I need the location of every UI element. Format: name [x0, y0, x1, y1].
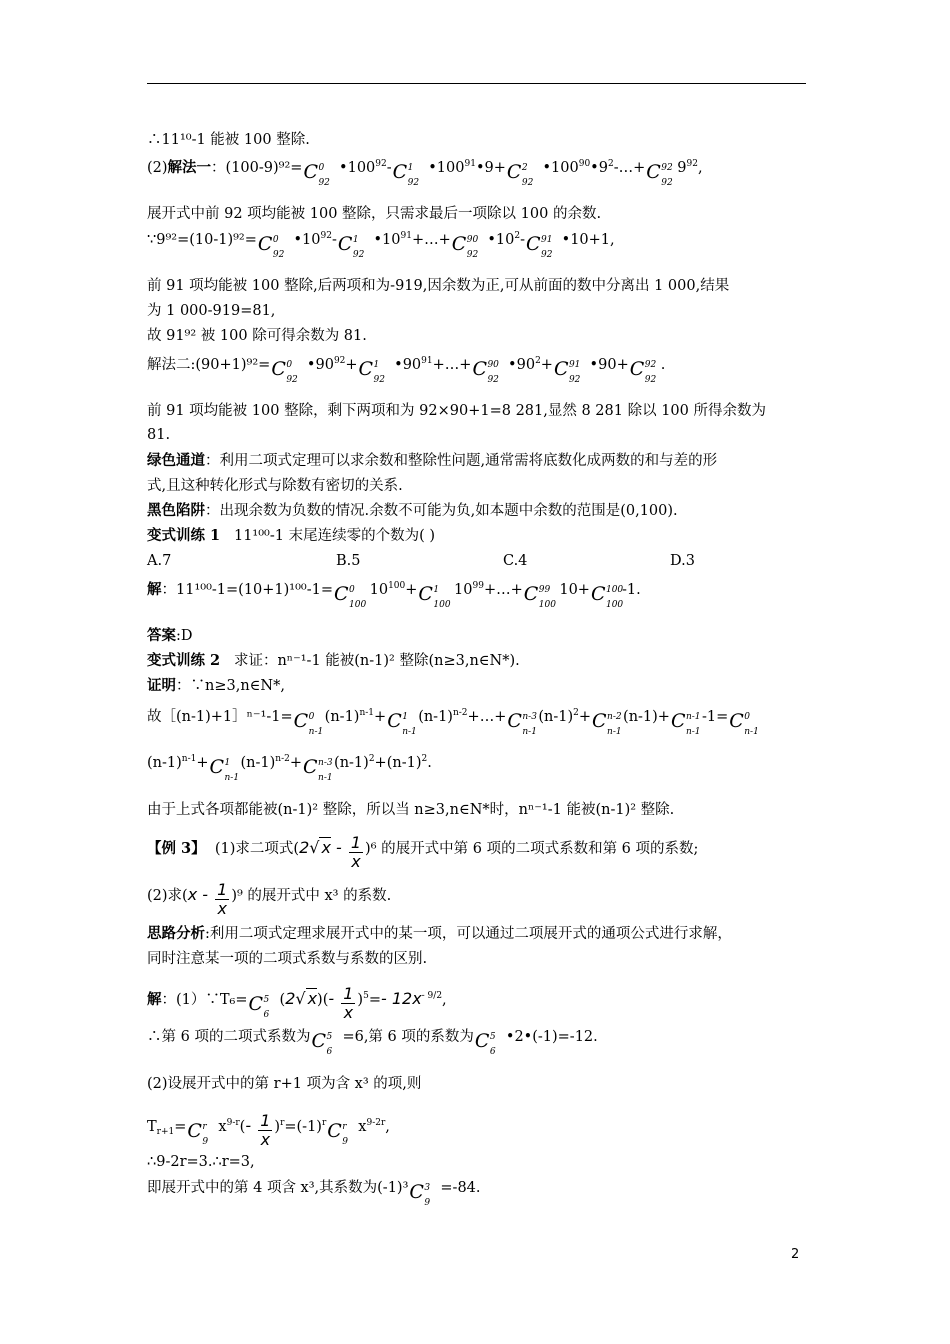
- line-26: 同时注意某一项的二项式系数与系数的区别.: [147, 951, 428, 967]
- text: =6,第 6 项的系数为: [342, 1029, 474, 1045]
- expr: ：(1）∵T₆=: [161, 992, 248, 1008]
- line-16: 解：11¹⁰⁰-1=(10+1)¹⁰⁰-1= C 0 100 $10^{100}+$ C 1 100 $10^{99}+\dots+$ C 99 100 10+ C 100 100 -1.: [147, 581, 641, 610]
- line-1: ∴11¹⁰-1 能被 100 整除.: [147, 132, 310, 148]
- text: ∴第 6 项的二项式系数为: [147, 1029, 311, 1045]
- line-31: ∴9-2r=3.∴r=3,: [147, 1154, 255, 1170]
- text: ：∵n≥3,n∈N*,: [176, 678, 285, 694]
- text: 求证：nⁿ⁻¹-1 能被(n-1)² 整除(n≥3,n∈N*).: [233, 653, 520, 669]
- line-19: [147, 676, 285, 696]
- text: )⁹ 的展开式中 x³ 的系数.: [231, 888, 392, 904]
- exercise-label: 变式训练 2: [147, 652, 221, 669]
- line-24: (2)求(x - $\frac{1}{x}$ )⁹ 的展开式中 x³ 的系数.: [147, 880, 392, 918]
- page-number: 2: [791, 1247, 800, 1262]
- line-21: $(n-1)^{n-1}+$ C 1 n-1 $(n-1)^{n-2}+$ C n-3 n-1 $(n-1)^2+(n-1)^2$.: [147, 754, 432, 783]
- expr: 故［(n-1)+1］ⁿ⁻¹-1=: [147, 709, 293, 725]
- line-20: 故［(n-1)+1］ⁿ⁻¹-1= C 0 n-1 $(n-1)^{n-1}+$ C 1 n-1 $(n-1)^{n-2}+\dots+$ C n-3 n-1 $(n-1)^2+$ C n-2 n-1 (n-1)+ C n-1 n-1 -1= C 0 n-1: [147, 708, 759, 737]
- line-2: (2)解法一：(100-9)⁹²= C 0 92 $•100^{92}-$ C 1 92 $•100^{91}•9+$ C 2 92 $•100^{90}•9^2-\dots+$ C 92 92 $9^{92}$,: [147, 159, 703, 188]
- line-5: 前 91 项均能被 100 整除,后两项和为-919,因余数为正,可从前面的数中分离出 1 000,结果: [147, 278, 730, 294]
- line-25: [147, 924, 732, 944]
- line-13: [147, 501, 678, 521]
- option-b: B.5: [336, 553, 361, 569]
- analysis-label: 思路分析: [147, 925, 205, 942]
- line-4: ∵9⁹²=(10-1)⁹²= C 0 92 $•10^{92}-$ C 1 92 $•10^{91}+\dots+$ C 90 92 $•10^2-$ C 91 92 •10+1,: [147, 231, 615, 260]
- expr: ∵9⁹²=(10-1)⁹²=: [147, 232, 257, 248]
- expr: ：11¹⁰⁰-1=(10+1)¹⁰⁰-1=: [161, 582, 334, 598]
- text: =-84.: [440, 1180, 481, 1196]
- text: ：利用二项式定理可以求余数和整除性问题,通常需将底数化成两数的和与差的形: [205, 453, 718, 469]
- line-9: 前 91 项均能被 100 整除，剩下两项和为 92×90+1=8 281,显然 8 281 除以 100 所得余数为: [147, 403, 766, 419]
- line-22: 由于上式各项都能被(n-1)² 整除，所以当 n≥3,n∈N*时，nⁿ⁻¹-1 能被(n-1)² 整除.: [147, 802, 675, 818]
- line-8: 解法二:(90+1)⁹²= C 0 92 $•90^{92}+$ C 1 92 $•90^{91}+\dots+$ C 90 92 $•90^2+$ C 91 92 •90+ C 92 92 .: [147, 356, 666, 385]
- line-18: [147, 651, 520, 671]
- line-12: 式,且这种转化形式与除数有密切的关系.: [147, 478, 403, 494]
- text: ：出现余数为负数的情况.余数不可能为负,如本题中余数的范围是(0,100).: [205, 503, 678, 519]
- line-11: [147, 451, 717, 471]
- line-17: [147, 626, 193, 646]
- option-d: D.3: [670, 553, 695, 569]
- method-label: 解法一: [167, 159, 212, 176]
- line-32: 即展开式中的第 4 项含 x³,其系数为(-1)³ C 3 9 =-84.: [147, 1180, 481, 1208]
- solution-label: 解: [147, 581, 162, 598]
- green-label: 绿色通道: [147, 452, 205, 469]
- line-3: 展开式中前 92 项均能被 100 整除，只需求最后一项除以 100 的余数.: [147, 206, 602, 222]
- expr: 解法二:(90+1)⁹²=: [147, 357, 271, 373]
- line-10: 81.: [147, 427, 171, 443]
- line-23: 【例 3】 (1)求二项式(2√ x - $\frac{1}{x}$ )⁶ 的展开式中第 6 项的二项式系数和第 6 项的系数;: [147, 833, 699, 871]
- solution-label: 解: [147, 991, 162, 1008]
- line-29: (2)设展开式中的第 r+1 项为含 x³ 的项,则: [147, 1076, 422, 1092]
- line-27: 解：(1）∵T₆= C 5 6 (2√ x)(- $\frac{1}{x}$ )$^5$=- $12x^{- 9/2}$,: [147, 984, 447, 1022]
- text: )⁶ 的展开式中第 6 项的二项式系数和第 6 项的系数;: [365, 841, 699, 857]
- line-7: 故 91⁹² 被 100 除可得余数为 81.: [147, 328, 367, 344]
- proof-label: 证明: [147, 677, 176, 694]
- option-a: A.7: [147, 553, 172, 569]
- text: 11¹⁰⁰-1 末尾连续零的个数为( ): [233, 528, 436, 544]
- label: (2): [147, 160, 168, 176]
- text: •2•(-1)=-12.: [505, 1029, 598, 1045]
- text: (2)求(: [147, 888, 188, 904]
- text: (1)求二项式(: [214, 841, 300, 857]
- exercise-label: 变式训练 1: [147, 527, 221, 544]
- text: :利用二项式定理求展开式中的某一项，可以通过二项展开式的通项公式进行求解，: [205, 926, 732, 942]
- answer: :D: [176, 628, 193, 644]
- expr: ：(100-9)⁹²=: [211, 160, 303, 176]
- black-label: 黑色陷阱: [147, 502, 205, 519]
- line-6: 为 1 000-919=81,: [147, 303, 276, 319]
- example-label: 【例 3】: [147, 840, 206, 857]
- text: 即展开式中的第 4 项含 x³,其系数为(-1)³: [147, 1180, 409, 1196]
- line-28: ∴第 6 项的二项式系数为 C 5 6 =6,第 6 项的系数为 C 5 6 •2•(-1)=-12.: [147, 1029, 598, 1057]
- line-30: $T_{r+1}=$ C r 9 $x^{9-r}(-$ $\frac{1}{x}$ )$^r=(-1)^r$ C r 9 $x^{9-2r}$,: [147, 1111, 390, 1149]
- option-c: C.4: [503, 553, 528, 569]
- header-rule: [147, 83, 806, 84]
- answer-label: 答案: [147, 627, 176, 644]
- line-14: [147, 526, 435, 546]
